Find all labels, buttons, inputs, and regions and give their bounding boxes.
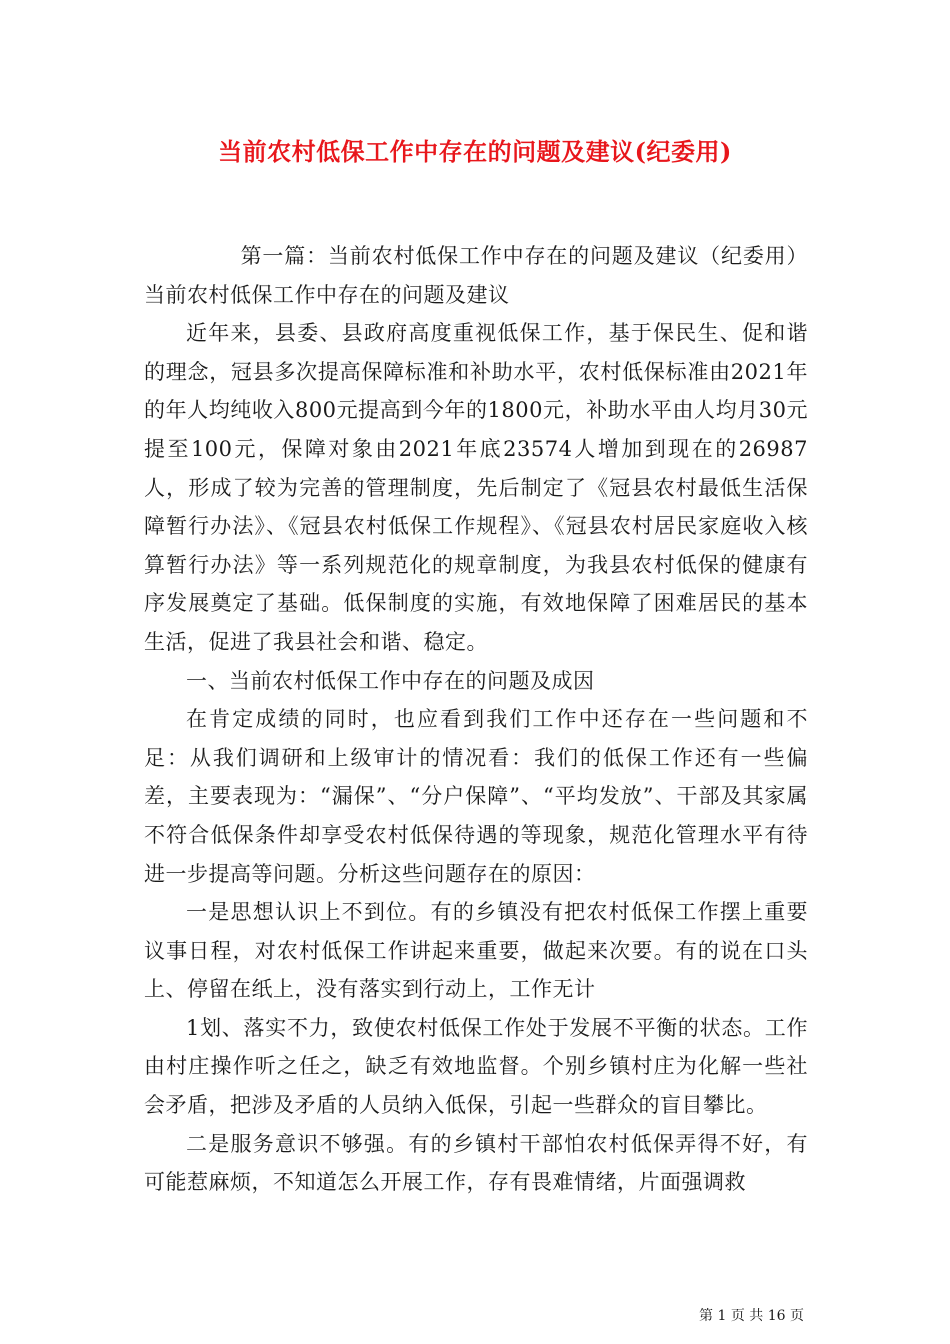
- paragraph-reason-one-continued: 1划、落实不力，致使农村低保工作处于发展不平衡的状态。工作由村庄操作听之任之，缺乏有效地监督。个别乡镇村庄为化解一些社会矛盾，把涉及矛盾的人员纳入低保，引起一些群众的盲目攀比。: [144, 1015, 808, 1118]
- section-heading-problems: 一、当前农村低保工作中存在的问题及成因: [186, 668, 595, 693]
- paragraph-intro: 第一篇：当前农村低保工作中存在的问题及建议（纪委用）当前农村低保工作中存在的问题及建议: [144, 244, 808, 307]
- page-number-footer: 第 1 页 共 16 页: [699, 1308, 804, 1324]
- document-body: [144, 237, 808, 1202]
- paragraph-reason-two: 二是服务意识不够强。有的乡镇村干部怕农村低保弄得不好，有可能惹麻烦，不知道怎么开展工作，存有畏难情绪，片面强调救: [144, 1131, 808, 1195]
- document-title: 当前农村低保工作中存在的问题及建议(纪委用): [218, 137, 732, 166]
- paragraph-background: 近年来，县委、县政府高度重视低保工作，基于保民生、促和谐的理念，冠县多次提高保障标准和补助水平，农村低保标准由2021年的年人均纯收入800元提高到今年的1800元，补助水平由人均月30元提至100元，保障对象由2021年底23574人增加到现在的26987人，形成了较为完善的管理制度，先后制定了《冠县农村最低生活保障暂行办法》、《冠县农村低保工作规程》、《冠县农村居民家庭收入核算暂行办法》等一系列规范化的规章制度，为我县农村低保的健康有序发展奠定了基础。低保制度的实施，有效地保障了困难居民的基本生活，促进了我县社会和谐、稳定。: [144, 321, 808, 654]
- paragraph-shortcomings: 在肯定成绩的同时，也应看到我们工作中还存在一些问题和不足：从我们调研和上级审计的情况看：我们的低保工作还有一些偏差，主要表现为：“漏保”、“分户保障”、“平均发放”、干部及其家属不符合低保条件却享受农村低保待遇的等现象，规范化管理水平有待进一步提高等问题。分析这些问题存在的原因：: [144, 707, 808, 886]
- paragraph-reason-one: 一是思想认识上不到位。有的乡镇没有把农村低保工作摆上重要议事日程，对农村低保工作讲起来重要，做起来次要。有的说在口头上、停留在纸上，没有落实到行动上，工作无计: [144, 900, 808, 1002]
